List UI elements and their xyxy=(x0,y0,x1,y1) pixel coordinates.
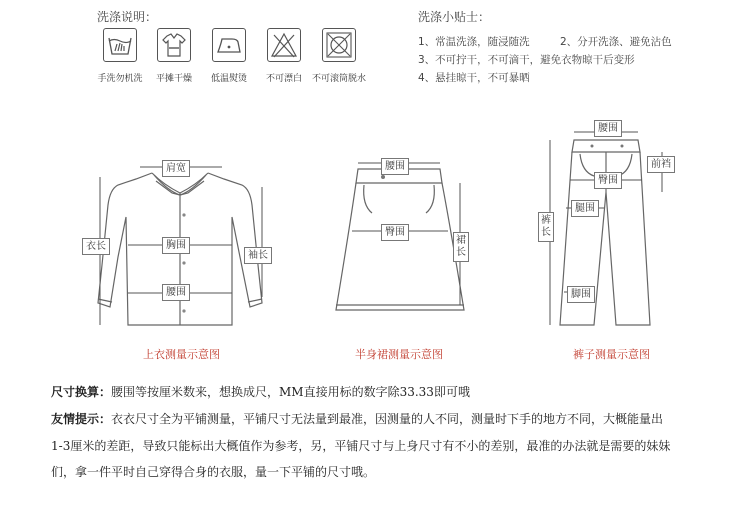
skirt-waist-label: 腰围 xyxy=(381,158,409,175)
care-label: 低温熨烫 xyxy=(210,74,247,84)
skirt-hip-label: 臀围 xyxy=(381,224,409,241)
no-tumble-dry-icon xyxy=(322,28,356,62)
friendly-tip-label: 友情提示： xyxy=(51,412,112,426)
care-item-no-tumble-dry xyxy=(304,28,374,84)
tip-2: 2、分开洗涤、避免沾色 xyxy=(560,36,672,48)
top-caption: 上衣测量示意图 xyxy=(143,348,220,361)
care-label: 不可滚筒脱水 xyxy=(311,74,366,84)
tip-1: 1、常温洗涤，随浸随洗 xyxy=(418,36,530,48)
care-label: 平摊干燥 xyxy=(155,74,192,84)
low-iron-icon xyxy=(212,28,246,62)
top-shoulder-label: 肩宽 xyxy=(162,160,190,177)
care-label: 不可漂白 xyxy=(265,74,302,84)
flat-dry-icon xyxy=(157,28,191,62)
pants-waist-label: 腰围 xyxy=(594,120,622,137)
top-length-label: 衣长 xyxy=(82,238,110,255)
top-waist-label: 腰围 xyxy=(162,284,190,301)
top-chest-label: 胸围 xyxy=(162,237,190,254)
pants-hem-label: 脚围 xyxy=(567,286,595,303)
size-conversion-text: 腰围等按厘米数来，想换成尺，MM直接用标的数字除33.33即可哦 xyxy=(111,385,470,399)
tip-4: 4、悬挂晾干，不可暴晒 xyxy=(418,72,530,84)
top-sleeve-label: 袖长 xyxy=(244,247,272,264)
pants-length-label: 裤长 xyxy=(538,212,554,242)
size-conversion-label: 尺寸换算： xyxy=(51,385,112,399)
no-bleach-icon xyxy=(267,28,301,62)
friendly-tip-line-2: 1-3厘米的差距，导致只能标出大概值作为参考，另，平铺尺寸与上身尺寸有不小的差别，最准的办法就是需要的妹妹 xyxy=(51,439,671,453)
tips-title: 洗涤小贴士： xyxy=(418,10,491,24)
care-label: 手洗勿机洗 xyxy=(97,74,143,84)
skirt-caption: 半身裙测量示意图 xyxy=(355,348,443,361)
tip-3: 3、不可拧干，不可滴干，避免衣物晾干后变形 xyxy=(418,54,635,66)
pants-thigh-label: 腿围 xyxy=(571,200,599,217)
hand-wash-icon xyxy=(103,28,137,62)
pants-rise-label: 前裆 xyxy=(647,156,675,173)
care-title: 洗涤说明： xyxy=(97,10,158,24)
skirt-length-label: 裙长 xyxy=(453,232,469,262)
pants-hip-label: 臀围 xyxy=(594,172,622,189)
friendly-tip-line-1 xyxy=(51,410,663,427)
pants-caption: 裤子测量示意图 xyxy=(573,348,650,361)
friendly-tip-line-3: 们，拿一件平时自己穿得合身的衣服，量一下平铺的尺寸哦。 xyxy=(51,465,376,479)
size-conversion-note xyxy=(51,383,470,400)
friendly-tip-text-1: 衣衣尺寸全为平铺测量，平铺尺寸无法量到最准，因测量的人不同，测量时下手的地方不同，大概能量出 xyxy=(111,412,664,426)
